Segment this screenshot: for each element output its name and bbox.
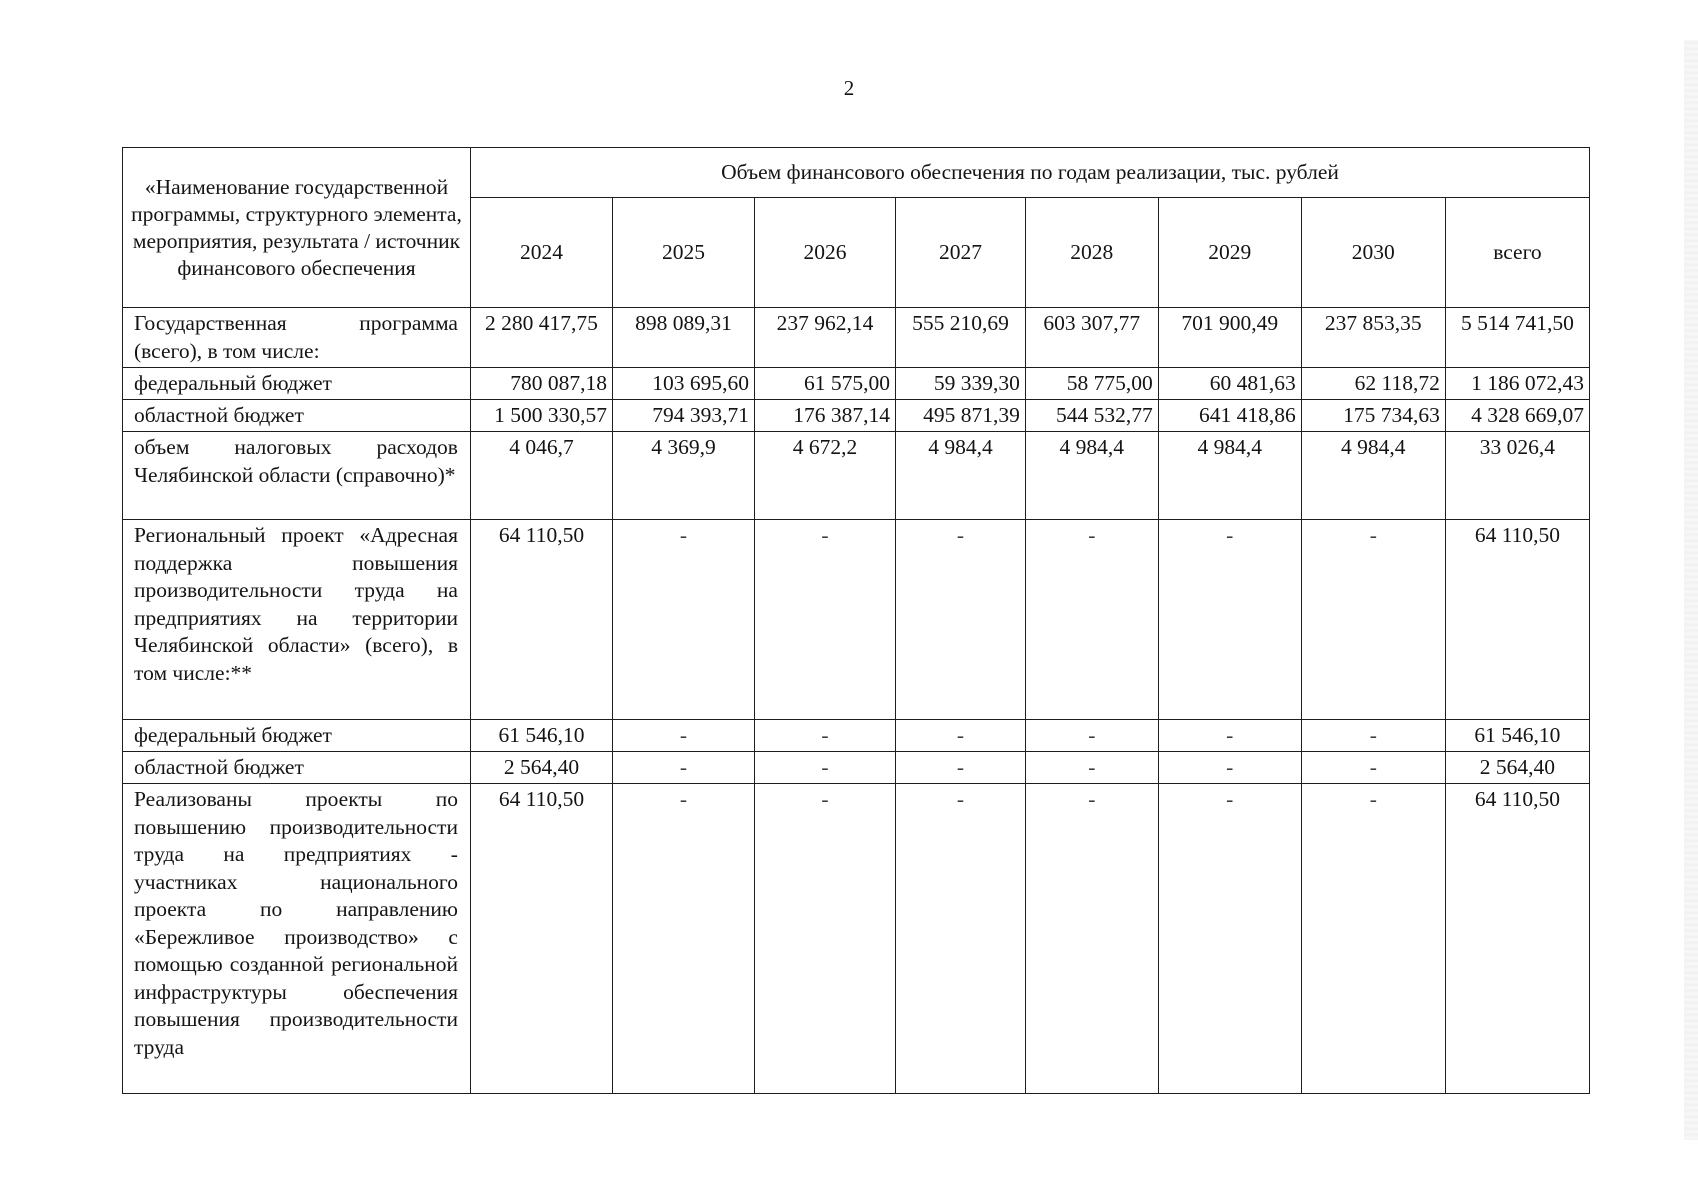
cell-value: 4 984,4 bbox=[896, 432, 1026, 520]
cell-value: - bbox=[1025, 520, 1158, 720]
cell-value: 495 871,39 bbox=[896, 400, 1026, 432]
cell-value: - bbox=[1301, 520, 1445, 720]
cell-value: 701 900,49 bbox=[1158, 308, 1301, 368]
year-header-2025: 2025 bbox=[612, 198, 754, 308]
year-header-2024: 2024 bbox=[470, 198, 612, 308]
cell-value: 62 118,72 bbox=[1301, 368, 1445, 400]
year-header-2029: 2029 bbox=[1158, 198, 1301, 308]
cell-value: 64 110,50 bbox=[470, 520, 612, 720]
cell-value: 544 532,77 bbox=[1025, 400, 1158, 432]
financing-volume-header: Объем финансового обеспечения по годам реализации, тыс. рублей bbox=[470, 148, 1589, 198]
cell-value: 794 393,71 bbox=[612, 400, 754, 432]
cell-value: - bbox=[1301, 752, 1445, 784]
cell-value: 176 387,14 bbox=[755, 400, 896, 432]
cell-value: 61 575,00 bbox=[755, 368, 896, 400]
table-row bbox=[123, 400, 1590, 432]
cell-value: - bbox=[1025, 720, 1158, 752]
row-label: Региональный проект «Адресная поддержка повышения производительности труда на предприятиях на территории Челябинской области» (всего), в том числе:** bbox=[123, 520, 471, 720]
cell-value: - bbox=[755, 784, 896, 1094]
cell-total: 5 514 741,50 bbox=[1445, 308, 1589, 368]
cell-value: 4 984,4 bbox=[1301, 432, 1445, 520]
cell-value: - bbox=[896, 520, 1026, 720]
table-row bbox=[123, 308, 1590, 368]
page-number: 2 bbox=[843, 76, 855, 100]
cell-value: 603 307,77 bbox=[1025, 308, 1158, 368]
cell-value: 58 775,00 bbox=[1025, 368, 1158, 400]
cell-value: - bbox=[612, 784, 754, 1094]
cell-total: 64 110,50 bbox=[1445, 520, 1589, 720]
cell-value: - bbox=[1158, 720, 1301, 752]
table-row bbox=[123, 432, 1590, 520]
cell-value: - bbox=[1025, 784, 1158, 1094]
row-label: областной бюджет bbox=[123, 752, 471, 784]
cell-value: 4 984,4 bbox=[1158, 432, 1301, 520]
cell-value: 2 280 417,75 bbox=[470, 308, 612, 368]
row-label: федеральный бюджет bbox=[123, 368, 471, 400]
table-row bbox=[123, 368, 1590, 400]
cell-value: 59 339,30 bbox=[896, 368, 1026, 400]
cell-total: 2 564,40 bbox=[1445, 752, 1589, 784]
cell-value: 4 369,9 bbox=[612, 432, 754, 520]
year-header-2027: 2027 bbox=[896, 198, 1026, 308]
table-row bbox=[123, 720, 1590, 752]
cell-value: - bbox=[612, 752, 754, 784]
year-header-2026: 2026 bbox=[755, 198, 896, 308]
cell-value: 103 695,60 bbox=[612, 368, 754, 400]
cell-total: 64 110,50 bbox=[1445, 784, 1589, 1094]
cell-value: 780 087,18 bbox=[470, 368, 612, 400]
cell-value: - bbox=[755, 752, 896, 784]
table-row bbox=[123, 784, 1590, 1094]
cell-value: - bbox=[755, 720, 896, 752]
cell-value: 237 962,14 bbox=[755, 308, 896, 368]
cell-value: 555 210,69 bbox=[896, 308, 1026, 368]
cell-value: - bbox=[1025, 752, 1158, 784]
cell-total: 33 026,4 bbox=[1445, 432, 1589, 520]
cell-value: - bbox=[612, 720, 754, 752]
cell-value: 4 984,4 bbox=[1025, 432, 1158, 520]
cell-value: 64 110,50 bbox=[470, 784, 612, 1094]
row-label: Государственная программа (всего), в том числе: bbox=[123, 308, 471, 368]
financing-table bbox=[122, 147, 1590, 1094]
cell-value: 4 672,2 bbox=[755, 432, 896, 520]
row-label: Реализованы проекты по повышению производительности труда на предприятиях - участниках национального проекта по направлению «Бережливое производство» с помощью созданной региональной инфраструктуры обеспечения повышения производительности труда bbox=[123, 784, 471, 1094]
year-header-2030: 2030 bbox=[1301, 198, 1445, 308]
cell-value: 641 418,86 bbox=[1158, 400, 1301, 432]
cell-value: 60 481,63 bbox=[1158, 368, 1301, 400]
cell-value: - bbox=[1301, 720, 1445, 752]
cell-value: - bbox=[1301, 784, 1445, 1094]
cell-value: - bbox=[896, 784, 1026, 1094]
cell-value: 61 546,10 bbox=[470, 720, 612, 752]
cell-value: - bbox=[1158, 784, 1301, 1094]
cell-value: - bbox=[612, 520, 754, 720]
cell-value: 898 089,31 bbox=[612, 308, 754, 368]
cell-value: 237 853,35 bbox=[1301, 308, 1445, 368]
cell-total: 4 328 669,07 bbox=[1445, 400, 1589, 432]
cell-value: 175 734,63 bbox=[1301, 400, 1445, 432]
cell-total: 61 546,10 bbox=[1445, 720, 1589, 752]
cell-value: 1 500 330,57 bbox=[470, 400, 612, 432]
total-header: всего bbox=[1445, 198, 1589, 308]
table-row bbox=[123, 752, 1590, 784]
year-header-2028: 2028 bbox=[1025, 198, 1158, 308]
cell-value: - bbox=[896, 752, 1026, 784]
row-label: федеральный бюджет bbox=[123, 720, 471, 752]
cell-value: 2 564,40 bbox=[470, 752, 612, 784]
cell-value: 4 046,7 bbox=[470, 432, 612, 520]
program-name-header: «Наименование государственной программы, структурного элемента, мероприятия, результата / источник финансового обеспечения bbox=[123, 148, 471, 308]
row-label: объем налоговых расходов Челябинской области (справочно)* bbox=[123, 432, 471, 520]
table-row bbox=[123, 520, 1590, 720]
cell-value: - bbox=[1158, 752, 1301, 784]
cell-value: - bbox=[896, 720, 1026, 752]
scan-edge-artifact bbox=[1684, 40, 1698, 1140]
cell-value: - bbox=[1158, 520, 1301, 720]
row-label: областной бюджет bbox=[123, 400, 471, 432]
cell-value: - bbox=[755, 520, 896, 720]
cell-total: 1 186 072,43 bbox=[1445, 368, 1589, 400]
